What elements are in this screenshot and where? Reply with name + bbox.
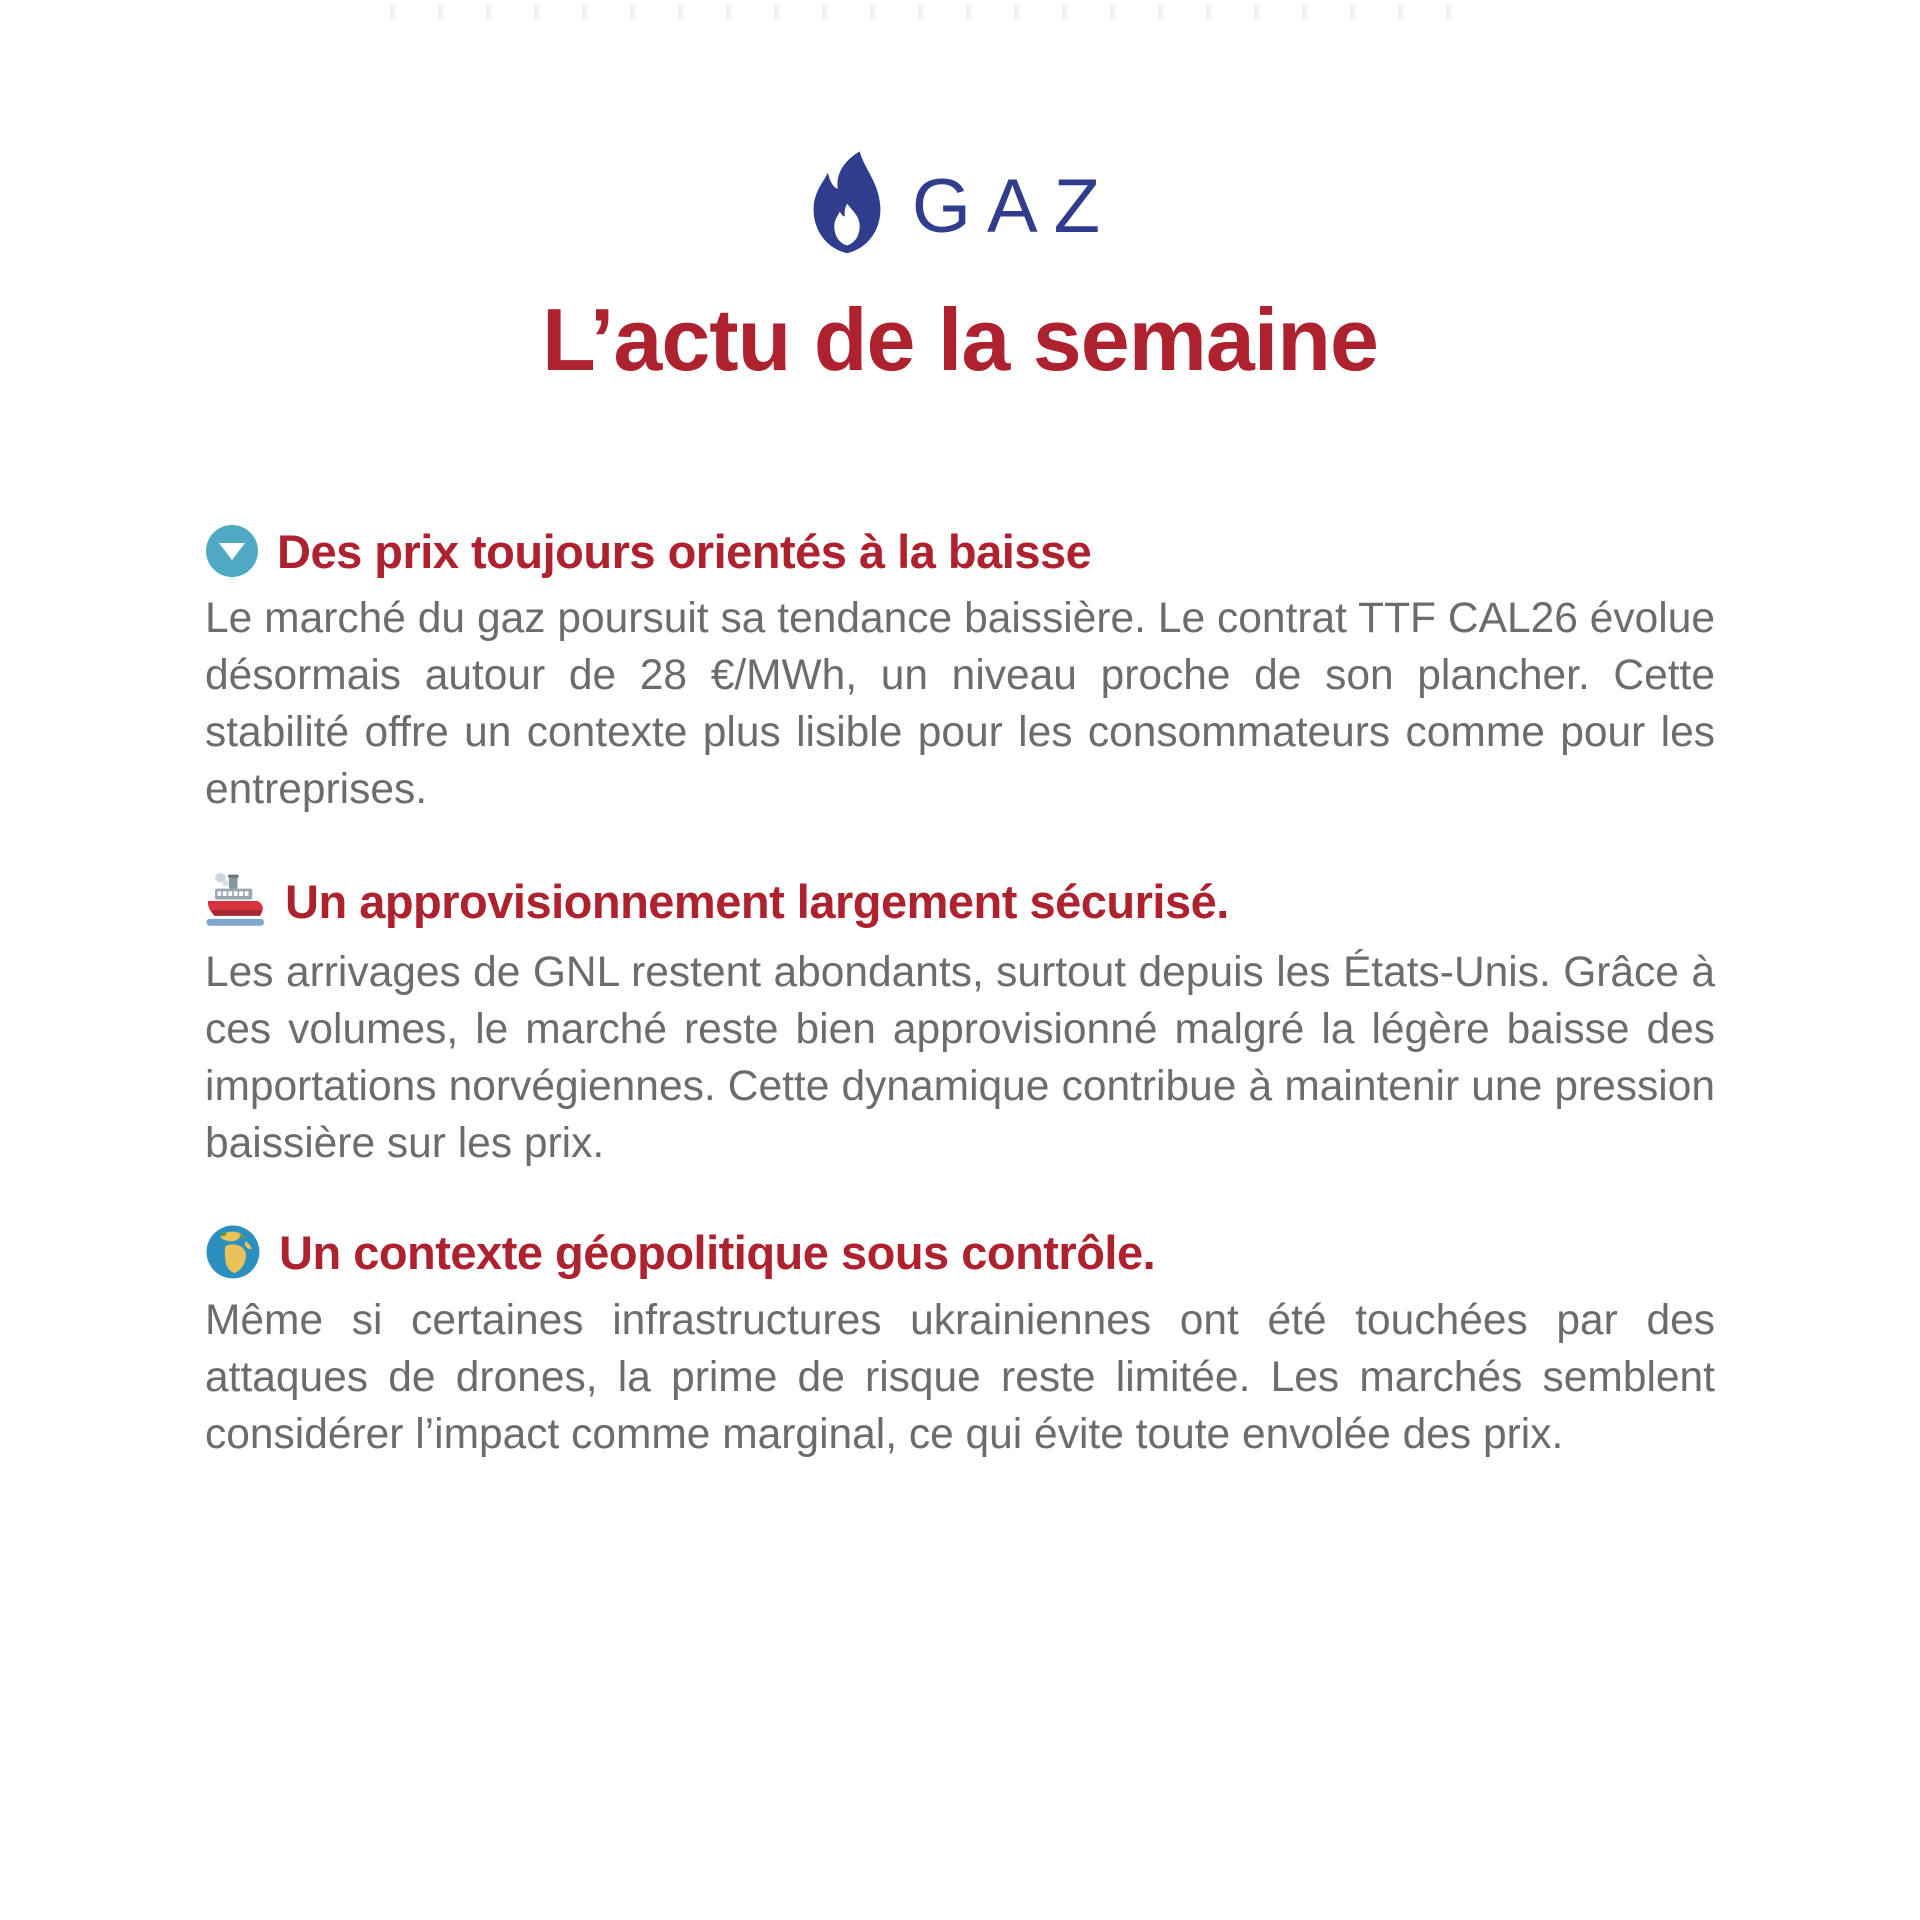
section-heading-label: Un contexte géopolitique sous contrôle.: [279, 1225, 1156, 1279]
section-prices: [205, 524, 1715, 818]
section-body-text: Même si certaines infrastructures ukrainiennes ont été touchées par des attaques de drones, la prime de risque reste limitée. Les marchés semblent considérer l’impact comme marginal, ce qui évite toute envolée des prix.: [205, 1297, 1715, 1459]
page-title: L’actu de la semaine: [542, 290, 1378, 389]
globe-icon: [205, 1224, 261, 1280]
section-heading: [205, 870, 1715, 932]
section-heading: [205, 524, 1715, 578]
section-body-text: Le marché du gaz poursuit sa tendance baissière. Le contrat TTF CAL26 évolue désormais autour de 28 €/MWh, un niveau proche de son plancher. Cette stabilité offre un contexte plus lisible pour les consommateurs comme pour les entreprises.: [205, 595, 1715, 814]
section-heading: [205, 1224, 1715, 1280]
flame-icon: [804, 150, 890, 256]
content: [0, 524, 1920, 1463]
ship-icon: [205, 870, 267, 932]
section-geopolitics: [205, 1224, 1715, 1463]
section-supply: [205, 870, 1715, 1172]
logo: [0, 150, 1920, 256]
section-heading-label: Des prix toujours orientés à la baisse: [277, 524, 1092, 578]
section-heading-label: Un approvisionnement largement sécurisé.: [285, 874, 1229, 928]
logo-label: GAZ: [911, 164, 1117, 249]
section-body-text: Les arrivages de GNL restent abondants, surtout depuis les États-Unis. Grâce à ces volumes, le marché reste bien approvisionné malgré la légère baisse des importations norvégiennes. Cette dynamique contribue à maintenir une pression baissière sur les prix.: [205, 949, 1715, 1168]
top-crop-artifact: [390, 4, 1490, 20]
down-arrow-circle-icon: [205, 524, 259, 578]
